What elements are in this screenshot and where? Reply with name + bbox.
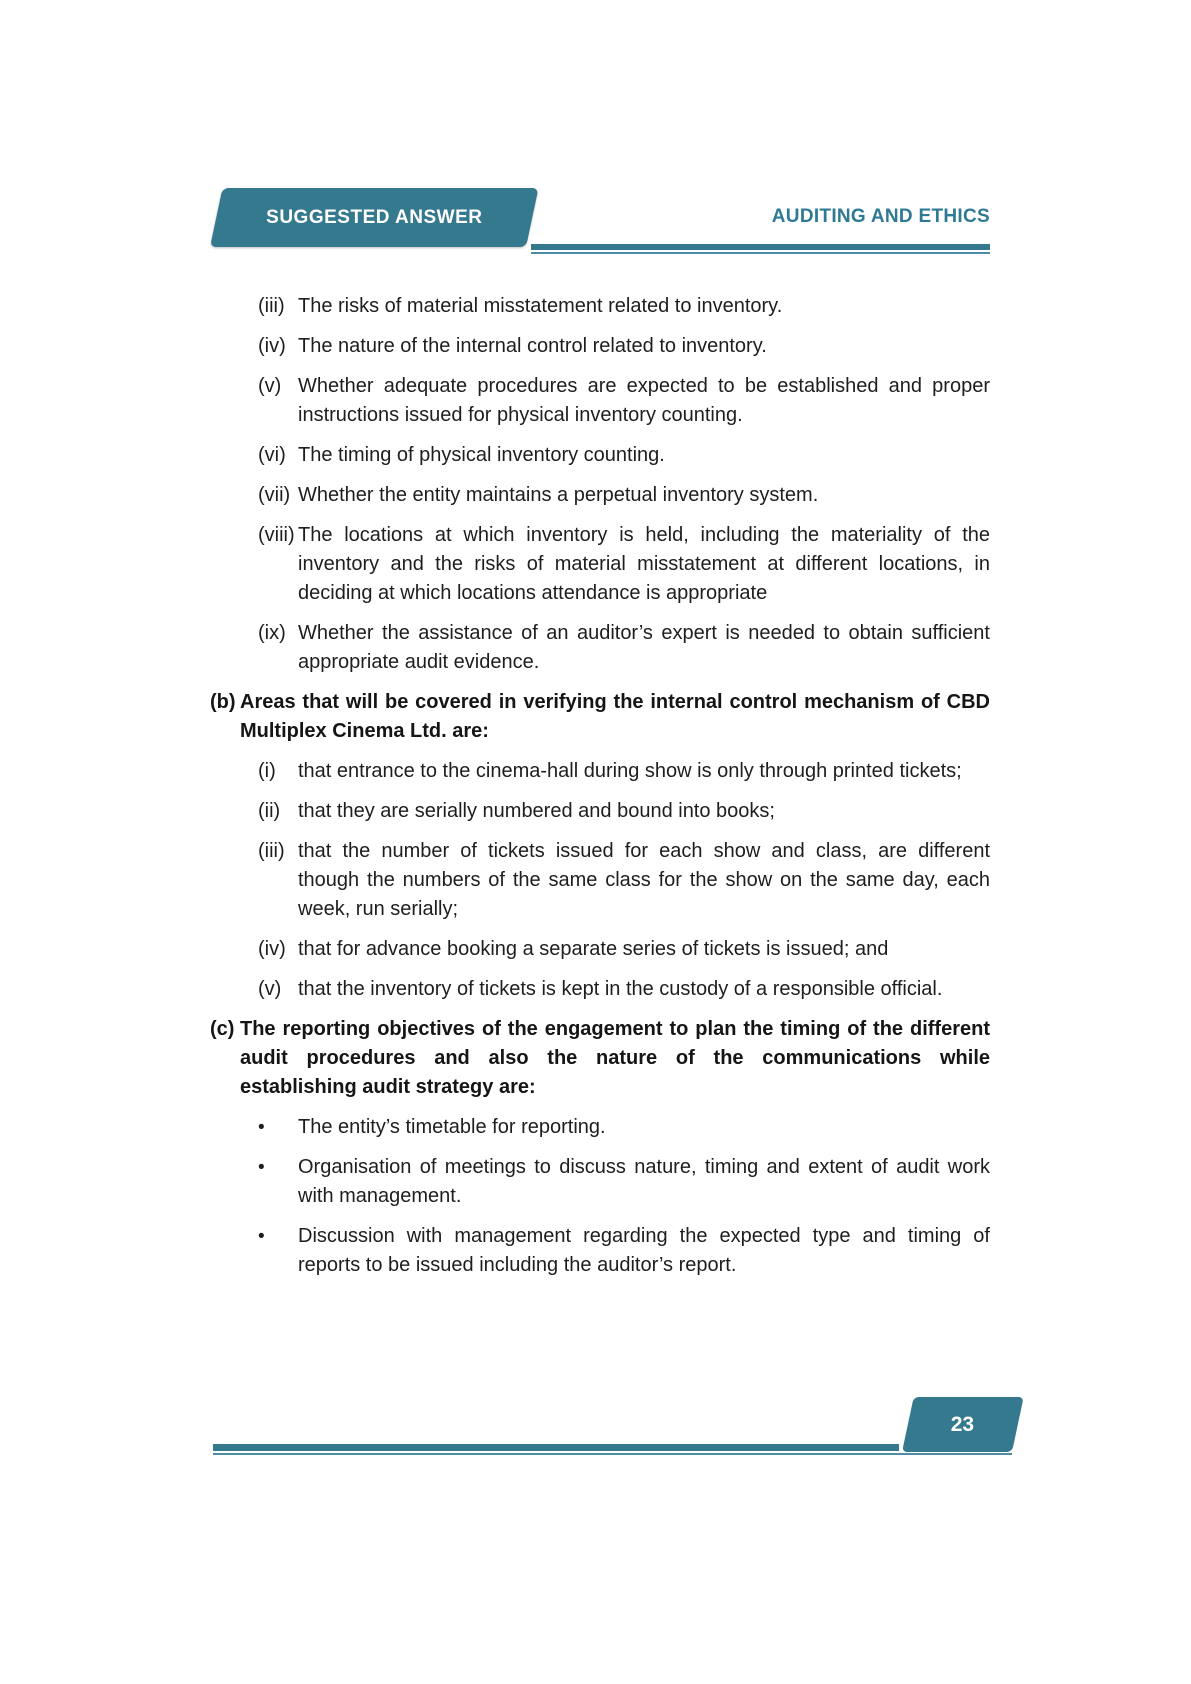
page-number: 23 xyxy=(951,1412,975,1436)
list-marker: (vi) xyxy=(258,444,286,466)
list-item xyxy=(258,935,990,964)
bullet-icon: • xyxy=(258,1117,265,1138)
item-text: The timing of physical inventory counting. xyxy=(298,444,665,466)
list-marker: (b) xyxy=(210,691,236,713)
page-number-badge xyxy=(902,1397,1024,1452)
list-item xyxy=(258,292,990,321)
item-text: Whether adequate procedures are expected to be established and proper instructions issued for physical inventory counting. xyxy=(298,375,990,426)
list-item xyxy=(258,372,990,430)
bullet-icon: • xyxy=(258,1157,265,1178)
suggested-answer-banner xyxy=(210,188,539,247)
answer-body xyxy=(210,292,990,1291)
item-text: Organisation of meetings to discuss nature, timing and extent of audit work with management. xyxy=(298,1156,990,1207)
item-text: The reporting objectives of the engagement to plan the timing of the different audit procedures and also the nature of the communications while establishing audit strategy are: xyxy=(240,1018,990,1098)
list-item xyxy=(258,619,990,677)
list-item xyxy=(258,1113,990,1142)
item-text: The entity’s timetable for reporting. xyxy=(298,1116,606,1138)
list-marker: (vii) xyxy=(258,484,291,506)
header-rule-thin xyxy=(531,252,990,254)
list-item xyxy=(258,975,990,1004)
list-item xyxy=(258,1153,990,1211)
list-marker: (iii) xyxy=(258,840,285,862)
item-text: that for advance booking a separate series of tickets is issued; and xyxy=(298,938,889,960)
list-marker: (iv) xyxy=(258,938,286,960)
item-text: that entrance to the cinema-hall during show is only through printed tickets; xyxy=(298,760,962,782)
list-item xyxy=(258,797,990,826)
item-text: The risks of material misstatement related to inventory. xyxy=(298,295,783,317)
section-heading xyxy=(210,688,990,746)
list-marker: (viii) xyxy=(258,524,295,546)
item-text: that they are serially numbered and bound into books; xyxy=(298,800,775,822)
list-marker: (i) xyxy=(258,760,276,782)
list-marker: (v) xyxy=(258,978,282,1000)
list-marker: (iii) xyxy=(258,295,285,317)
chapter-title: AUDITING AND ETHICS xyxy=(771,206,990,227)
banner-label: SUGGESTED ANSWER xyxy=(266,206,483,228)
item-text: that the inventory of tickets is kept in the custody of a responsible official. xyxy=(298,978,943,1000)
item-text: Discussion with management regarding the expected type and timing of reports to be issued including the auditor’s report. xyxy=(298,1225,990,1276)
list-item xyxy=(258,481,990,510)
item-text: The locations at which inventory is held, including the materiality of the inventory and the risks of material misstatement at different locations, in deciding at which locations attendance is appropriate xyxy=(298,524,990,604)
item-text: Whether the entity maintains a perpetual inventory system. xyxy=(298,484,819,506)
list-marker: (c) xyxy=(210,1018,235,1040)
list-marker: (iv) xyxy=(258,335,286,357)
header-rule xyxy=(531,244,990,254)
item-text: Whether the assistance of an auditor’s expert is needed to obtain sufficient appropriate audit evidence. xyxy=(298,622,990,673)
list-item xyxy=(258,757,990,786)
list-item xyxy=(258,521,990,608)
header-rule-thick xyxy=(531,244,990,250)
list-item xyxy=(258,837,990,924)
footer-rule-thin xyxy=(213,1453,1012,1455)
section-heading xyxy=(210,1015,990,1102)
bullet-icon: • xyxy=(258,1226,265,1247)
list-item xyxy=(258,441,990,470)
list-marker: (ix) xyxy=(258,622,286,644)
footer-rule-thick xyxy=(213,1444,899,1451)
list-item xyxy=(258,1222,990,1280)
item-text: that the number of tickets issued for each show and class, are different though the numbers of the same class for the show on the same day, each week, run serially; xyxy=(298,840,990,920)
item-text: The nature of the internal control related to inventory. xyxy=(298,335,767,357)
list-marker: (v) xyxy=(258,375,282,397)
list-item xyxy=(258,332,990,361)
list-marker: (ii) xyxy=(258,800,281,822)
item-text: Areas that will be covered in verifying the internal control mechanism of CBD Multiplex Cinema Ltd. are: xyxy=(240,691,990,742)
